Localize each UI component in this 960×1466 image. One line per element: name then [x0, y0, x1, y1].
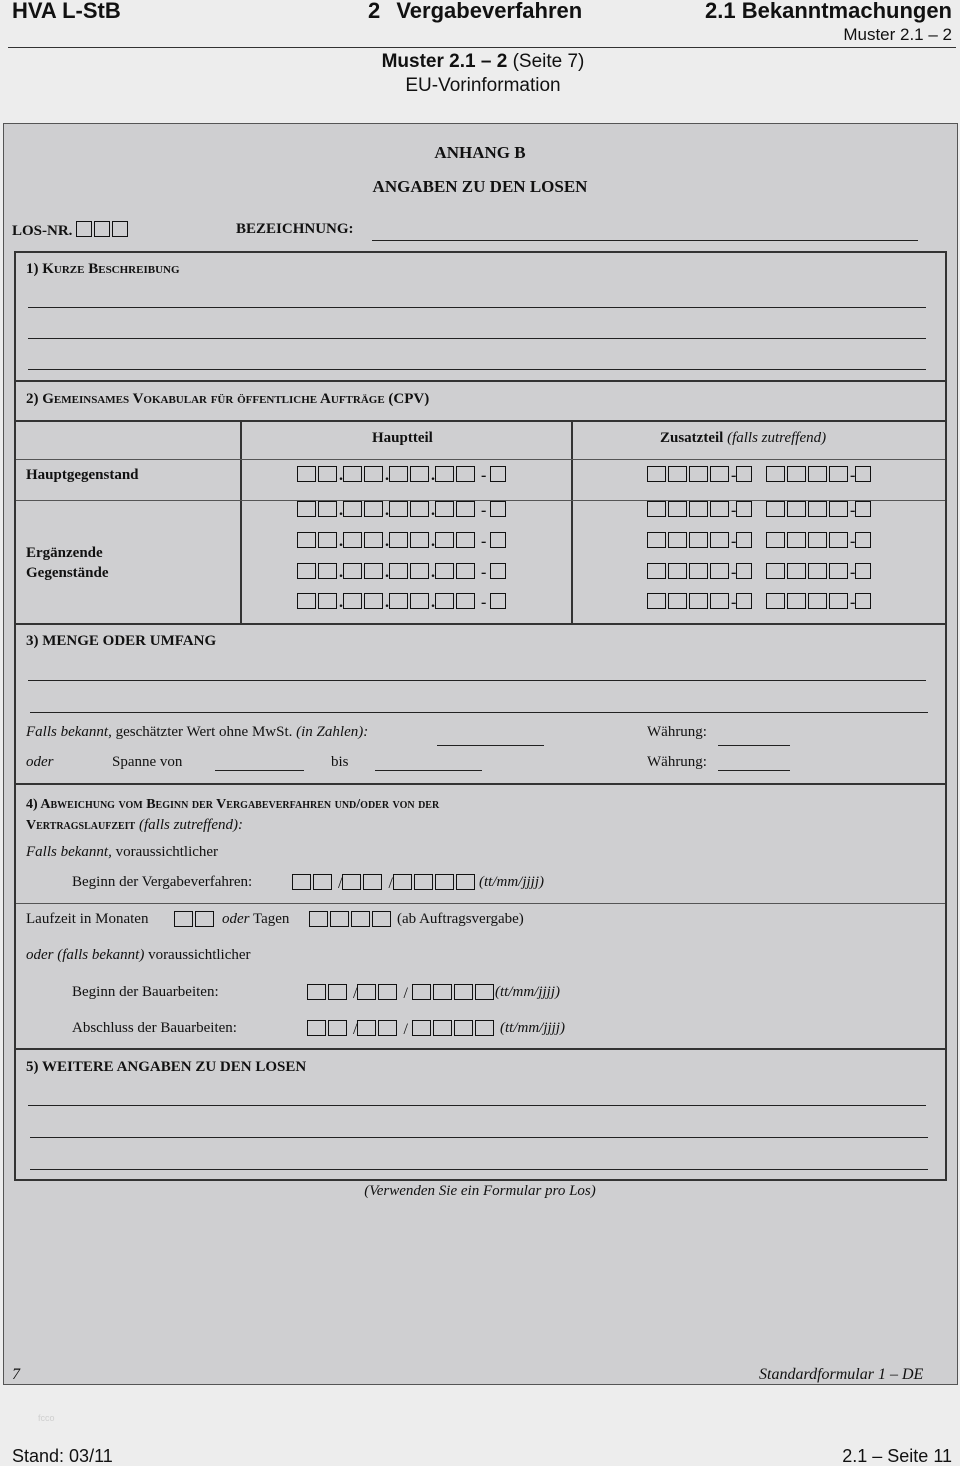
cpv-supplementary-code[interactable]: -	[647, 466, 754, 485]
form-note: (Verwenden Sie ein Formular pro Los)	[364, 1183, 596, 1199]
document-series: HVA L-StB	[12, 0, 121, 23]
stand-date: Stand: 03/11	[12, 1446, 113, 1466]
zusatzteil-note: (falls zutreffend)	[727, 430, 827, 446]
los-nr-text: LOS-NR.	[12, 223, 73, 239]
date-format-hint: (tt/mm/jjjj)	[500, 1020, 565, 1036]
oder-falls-bekannt-line	[26, 947, 251, 964]
section-divider	[14, 623, 947, 625]
section-5-title: 5) WEITERE ANGABEN ZU DEN LOSEN	[26, 1059, 307, 1075]
section-4-line-2: Vertragslaufzeit	[26, 818, 136, 833]
answer-line[interactable]	[28, 1105, 926, 1106]
currency-field[interactable]	[718, 770, 790, 771]
hauptteil-header: Hauptteil	[372, 430, 433, 446]
table-divider	[240, 421, 242, 624]
laufzeit-months[interactable]	[174, 911, 216, 930]
angaben-title: ANGABEN ZU DEN LOSEN	[372, 177, 588, 196]
table-divider	[571, 421, 573, 624]
muster-title: Muster 2.1 – 2	[381, 51, 508, 72]
ergaenzende-line-2: Gegenstände	[26, 565, 109, 581]
answer-line[interactable]	[30, 1169, 928, 1170]
beginn-bau-label: Beginn der Bauarbeiten:	[72, 984, 219, 1000]
answer-line[interactable]	[28, 369, 926, 370]
table-row-divider	[16, 459, 945, 460]
checkbox[interactable]	[94, 221, 110, 237]
abschluss-bau-label: Abschluss der Bauarbeiten:	[72, 1020, 237, 1036]
range-from-field[interactable]	[215, 770, 304, 771]
cpv-supplementary-code[interactable]: -	[766, 532, 873, 551]
answer-line[interactable]	[30, 1137, 928, 1138]
beginn-bau-date[interactable]: / /	[307, 984, 496, 1003]
date-format-hint: (tt/mm/jjjj)	[479, 874, 544, 890]
header-rule	[8, 47, 956, 48]
standardformular-label: Standardformular 1 – DE	[759, 1366, 924, 1383]
zusatzteil-text: Zusatzteil	[660, 430, 724, 446]
answer-line[interactable]	[28, 307, 926, 308]
beginn-vergabe-date[interactable]: / /	[292, 874, 477, 893]
section-subtitle: Muster 2.1 – 2	[843, 25, 952, 44]
anhang-title: ANHANG B	[434, 143, 526, 162]
section-subdivider	[16, 903, 945, 904]
answer-line[interactable]	[30, 712, 928, 713]
falls-bekannt-text: Falls bekannt	[26, 724, 109, 740]
hauptgegenstand-label: Hauptgegenstand	[26, 467, 139, 483]
cpv-supplementary-code[interactable]: -	[647, 532, 754, 551]
voraussichtlicher-text: voraussichtlicher	[148, 947, 251, 963]
geschaetzt-text: , geschätzter Wert ohne MwSt.	[108, 724, 293, 740]
currency-label: Währung:	[647, 754, 707, 770]
section-divider	[14, 783, 947, 785]
tagen-text: Tagen	[252, 911, 290, 927]
voraussichtlicher-text: voraussichtlicher	[115, 844, 219, 860]
section-divider	[14, 1048, 947, 1050]
section-divider	[14, 380, 947, 382]
bezeichnung-label: BEZEICHNUNG:	[236, 221, 354, 237]
ergaenzende-label	[26, 543, 109, 583]
checkbox[interactable]	[76, 221, 92, 237]
page-reference: 2.1 – Seite 11	[842, 1446, 952, 1466]
laufzeit-label: Laufzeit in Monaten	[26, 911, 149, 927]
zusatzteil-header	[660, 430, 826, 447]
section-title: 2.1 Bekanntmachungen	[705, 0, 952, 23]
answer-line[interactable]	[28, 338, 926, 339]
falls-bekannt-text: Falls bekannt,	[26, 844, 112, 860]
date-format-hint: (tt/mm/jjjj)	[495, 984, 560, 1000]
oder-text: oder	[222, 911, 250, 927]
chapter-title: 2 Vergabeverfahren	[368, 0, 583, 23]
cpv-supplementary-code[interactable]: -	[647, 563, 754, 582]
section-2-title: 2) Gemeinsames Vokabular für öffentliche Aufträge (CPV)	[26, 391, 430, 407]
muster-heading	[0, 50, 960, 98]
cpv-supplementary-code[interactable]: -	[766, 466, 873, 485]
section-4-note: (falls zutreffend):	[138, 817, 243, 833]
currency-label: Währung:	[647, 724, 707, 740]
abschluss-bau-date[interactable]: / /	[307, 1020, 496, 1039]
muster-page: (Seite 7)	[512, 51, 585, 72]
currency-field[interactable]	[718, 745, 790, 746]
watermark-text: fcco	[38, 1413, 55, 1423]
estimated-value-field[interactable]	[437, 745, 544, 746]
bis-label: bis	[331, 754, 349, 770]
cpv-supplementary-code[interactable]: -	[766, 501, 873, 520]
cpv-supplementary-code[interactable]: -	[766, 593, 873, 612]
form-page-number: 7	[12, 1366, 20, 1383]
ergaenzende-line-1: Ergänzende	[26, 545, 103, 561]
beginn-vergabe-label: Beginn der Vergabeverfahren:	[72, 874, 253, 890]
laufzeit-days[interactable]	[309, 911, 393, 930]
cpv-supplementary-code[interactable]: -	[766, 563, 873, 582]
cpv-main-code[interactable]: . . . -	[297, 501, 508, 520]
cpv-main-code[interactable]: . . . -	[297, 466, 508, 485]
section-1-title: 1) Kurze Beschreibung	[26, 261, 180, 277]
spanne-von-label: Spanne von	[112, 754, 183, 770]
answer-line[interactable]	[28, 680, 926, 681]
cpv-main-code[interactable]: . . . -	[297, 563, 508, 582]
bezeichnung-field[interactable]	[372, 240, 918, 241]
estimated-value-label	[26, 724, 368, 741]
section-3-title: 3) MENGE ODER UMFANG	[26, 633, 217, 649]
muster-subtitle: EU-Vorinformation	[405, 75, 561, 96]
section-4-line-1: 4) Abweichung vom Beginn der Vergabeverfahren und/oder von der	[26, 797, 440, 812]
checkbox[interactable]	[112, 221, 128, 237]
cpv-supplementary-code[interactable]: -	[647, 501, 754, 520]
section-4-title	[26, 795, 439, 836]
oder-tagen-label	[222, 911, 289, 928]
oder-falls-text: oder (falls bekannt)	[26, 947, 145, 963]
falls-bekannt-line	[26, 844, 218, 861]
oder-label: oder	[26, 754, 54, 770]
section-divider	[14, 420, 947, 422]
range-to-field[interactable]	[375, 770, 482, 771]
cpv-supplementary-code[interactable]: -	[647, 593, 754, 612]
los-nr-label	[12, 221, 130, 240]
ab-auftragsvergabe-label: (ab Auftragsvergabe)	[397, 911, 524, 927]
cpv-main-code[interactable]: . . . -	[297, 593, 508, 612]
cpv-main-code[interactable]: . . . -	[297, 532, 508, 551]
in-zahlen-text: (in Zahlen):	[296, 724, 369, 740]
